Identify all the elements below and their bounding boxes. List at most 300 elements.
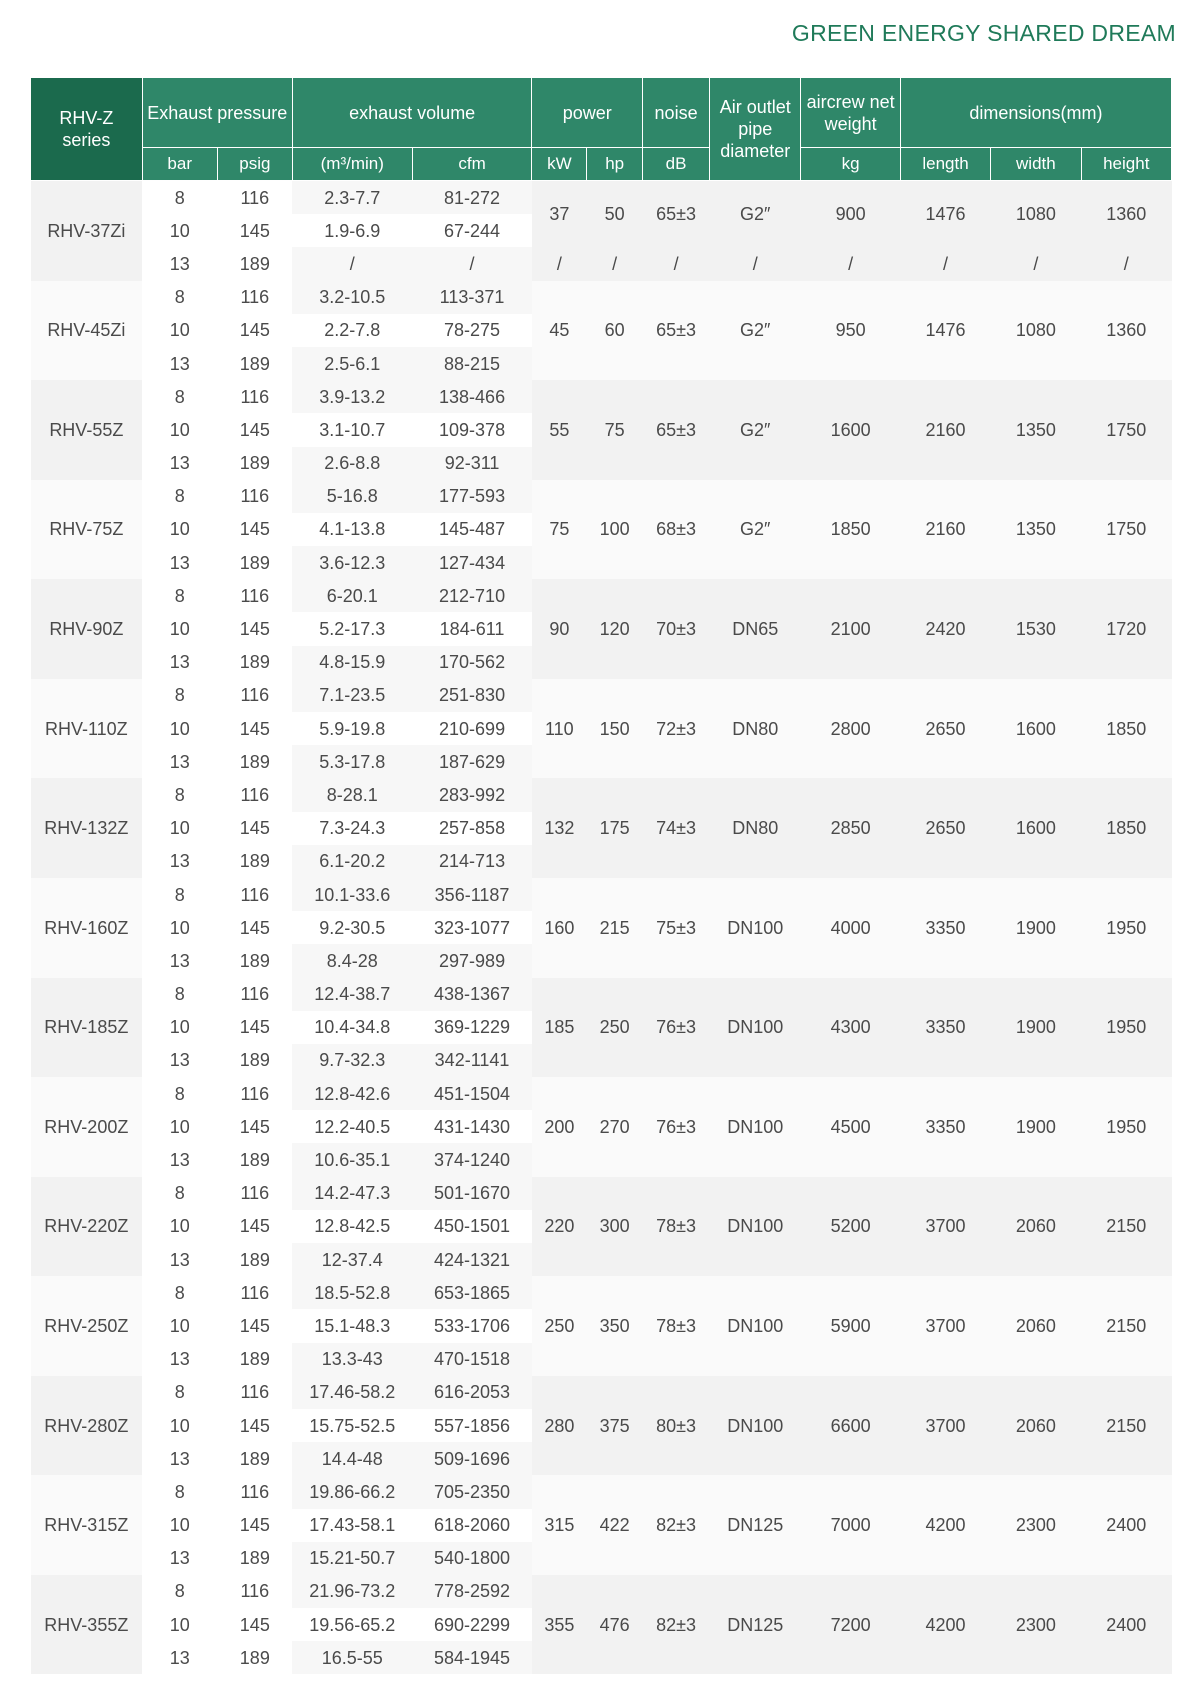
psig-cell: 145	[239, 1315, 270, 1336]
length-cell: 4200	[900, 1475, 990, 1575]
pipe-diameter-cell: DN125	[710, 1575, 801, 1675]
unit-kg: kg	[801, 148, 900, 181]
volume-cfm-cell: 184-611	[412, 612, 532, 645]
width-cell: 2060	[991, 1376, 1081, 1476]
noise-cell: 72±3	[643, 679, 710, 779]
width-cell: 1900	[991, 878, 1081, 978]
psig-cell: 145	[239, 419, 270, 440]
volume-cfm-cell: 109-378	[412, 413, 532, 446]
height-cell: 1750	[1081, 480, 1171, 580]
table-row	[31, 1376, 1172, 1409]
air-outlet-line3: diameter	[720, 141, 791, 161]
psig-cell: 189	[239, 353, 270, 374]
volume-m3-cell: 7.3-24.3	[292, 812, 412, 845]
model-name-cell: RHV-220Z	[31, 1177, 143, 1277]
pipe-diameter-cell: DN100	[710, 878, 801, 978]
volume-cfm-cell: /	[412, 247, 532, 280]
length-cell: 3700	[900, 1177, 990, 1277]
width-cell: 1600	[991, 778, 1081, 878]
volume-m3-cell: 4.8-15.9	[292, 646, 412, 679]
bar-cell: 8	[174, 1581, 185, 1602]
power-kw-cell: 37	[532, 181, 587, 248]
volume-m3-cell: 14.2-47.3	[292, 1177, 412, 1210]
volume-m3-cell: 15.1-48.3	[292, 1309, 412, 1342]
noise-cell: 80±3	[643, 1376, 710, 1476]
pipe-diameter-cell: G2″	[710, 181, 801, 248]
model-name-cell: RHV-37Zi	[31, 181, 143, 281]
length-cell: 3350	[900, 978, 990, 1078]
bar-cell: 10	[169, 1415, 190, 1436]
noise-header: noise	[643, 78, 710, 148]
power-hp-cell: 375	[587, 1376, 643, 1476]
volume-cfm-cell: 778-2592	[412, 1575, 532, 1608]
bar-cell: 10	[169, 718, 190, 739]
volume-m3-cell: 7.1-23.5	[292, 679, 412, 712]
model-name-cell: RHV-90Z	[31, 579, 143, 679]
noise-cell: 65±3	[643, 380, 710, 480]
psig-cell: 116	[240, 187, 270, 208]
noise-cell: 65±3	[643, 181, 710, 248]
volume-m3-cell: 6.1-20.2	[292, 845, 412, 878]
power-hp-cell: 150	[587, 679, 643, 779]
height-cell: 1360	[1081, 281, 1171, 381]
height-cell: 1750	[1081, 380, 1171, 480]
unit-cfm: cfm	[412, 148, 532, 181]
height-cell: 1360	[1081, 181, 1171, 248]
volume-cfm-cell: 451-1504	[412, 1077, 532, 1110]
bar-cell: 10	[169, 220, 190, 241]
height-cell: 2150	[1081, 1276, 1171, 1376]
volume-cfm-cell: 533-1706	[412, 1309, 532, 1342]
bar-cell: 13	[169, 652, 190, 673]
power-kw-cell: 355	[532, 1575, 587, 1675]
volume-cfm-cell: 323-1077	[412, 911, 532, 944]
exhaust-volume-header: exhaust volume	[292, 78, 532, 148]
volume-m3-cell: 15.21-50.7	[292, 1542, 412, 1575]
volume-m3-cell: 6-20.1	[292, 579, 412, 612]
volume-m3-cell: 3.9-13.2	[292, 380, 412, 413]
weight-cell: 900	[801, 181, 900, 248]
volume-m3-cell: 12.4-38.7	[292, 978, 412, 1011]
bar-cell: 8	[174, 1083, 185, 1104]
bar-cell: 10	[169, 619, 190, 640]
table-body	[31, 181, 1172, 1675]
volume-cfm-cell: 369-1229	[412, 1011, 532, 1044]
volume-cfm-cell: 705-2350	[412, 1475, 532, 1508]
height-cell: 2150	[1081, 1177, 1171, 1277]
psig-cell: 189	[239, 552, 270, 573]
pipe-diameter-cell: DN80	[710, 778, 801, 878]
height-cell: 1950	[1081, 1077, 1171, 1177]
weight-cell: /	[801, 247, 900, 280]
bar-cell: 13	[169, 851, 190, 872]
psig-cell: 145	[239, 220, 270, 241]
length-cell: 1476	[900, 181, 990, 248]
volume-cfm-cell: 127-434	[412, 546, 532, 579]
unit-kw: kW	[532, 148, 587, 181]
pipe-diameter-cell: DN125	[710, 1475, 801, 1575]
volume-cfm-cell: 113-371	[412, 281, 532, 314]
series-label-line1: RHV-Z	[59, 108, 114, 128]
height-cell: 1720	[1081, 579, 1171, 679]
volume-m3-cell: 18.5-52.8	[292, 1276, 412, 1309]
volume-cfm-cell: 438-1367	[412, 978, 532, 1011]
weight-cell: 2100	[801, 579, 900, 679]
psig-cell: 116	[240, 386, 270, 407]
psig-cell: 145	[239, 1216, 270, 1237]
psig-cell: 116	[240, 1282, 270, 1303]
weight-cell: 1600	[801, 380, 900, 480]
psig-cell: 145	[239, 1017, 270, 1038]
volume-m3-cell: 8.4-28	[292, 944, 412, 977]
bar-cell: 13	[169, 950, 190, 971]
bar-cell: 13	[169, 1349, 190, 1370]
pipe-diameter-cell: DN100	[710, 1077, 801, 1177]
psig-cell: 189	[239, 1050, 270, 1071]
psig-cell: 189	[239, 1349, 270, 1370]
weight-cell: 6600	[801, 1376, 900, 1476]
noise-cell: 70±3	[643, 579, 710, 679]
psig-cell: 145	[239, 519, 270, 540]
volume-cfm-cell: 374-1240	[412, 1143, 532, 1176]
bar-cell: 10	[169, 1614, 190, 1635]
power-hp-cell: 300	[587, 1177, 643, 1277]
volume-m3-cell: 14.4-48	[292, 1442, 412, 1475]
length-cell: 3350	[900, 1077, 990, 1177]
volume-m3-cell: 17.43-58.1	[292, 1509, 412, 1542]
power-header: power	[532, 78, 643, 148]
psig-cell: 145	[239, 1116, 270, 1137]
width-cell: 2300	[991, 1575, 1081, 1675]
psig-cell: 189	[239, 1448, 270, 1469]
weight-cell: 7000	[801, 1475, 900, 1575]
power-kw-cell: 75	[532, 480, 587, 580]
table-row	[31, 878, 1172, 911]
pipe-diameter-cell: G2″	[710, 281, 801, 381]
weight-header	[801, 78, 900, 148]
volume-m3-cell: 8-28.1	[292, 778, 412, 811]
volume-m3-cell: 2.6-8.8	[292, 447, 412, 480]
height-cell: 1850	[1081, 778, 1171, 878]
series-label-line2: series	[62, 130, 111, 150]
model-name-cell: RHV-55Z	[31, 380, 143, 480]
power-hp-cell: 75	[587, 380, 643, 480]
power-kw-cell: 250	[532, 1276, 587, 1376]
height-cell: 2150	[1081, 1376, 1171, 1476]
psig-cell: 116	[240, 486, 270, 507]
volume-m3-cell: 12-37.4	[292, 1243, 412, 1276]
psig-cell: 145	[239, 1614, 270, 1635]
weight-cell: 5200	[801, 1177, 900, 1277]
length-cell: 3700	[900, 1376, 990, 1476]
bar-cell: 8	[174, 884, 185, 905]
volume-cfm-cell: 78-275	[412, 314, 532, 347]
bar-cell: 8	[174, 585, 185, 606]
table-row	[31, 480, 1172, 513]
volume-cfm-cell: 470-1518	[412, 1343, 532, 1376]
height-cell: 2400	[1081, 1575, 1171, 1675]
power-kw-cell: 55	[532, 380, 587, 480]
power-kw-cell: 200	[532, 1077, 587, 1177]
pipe-diameter-cell: DN65	[710, 579, 801, 679]
bar-cell: 13	[169, 1647, 190, 1668]
power-hp-cell: /	[587, 247, 643, 280]
model-name-cell: RHV-132Z	[31, 778, 143, 878]
weight-cell: 4300	[801, 978, 900, 1078]
series-header	[31, 78, 143, 181]
bar-cell: 10	[169, 1116, 190, 1137]
unit-db: dB	[643, 148, 710, 181]
volume-cfm-cell: 145-487	[412, 513, 532, 546]
psig-cell: 189	[239, 1647, 270, 1668]
volume-cfm-cell: 356-1187	[412, 878, 532, 911]
pipe-diameter-cell: DN100	[710, 1276, 801, 1376]
power-hp-cell: 100	[587, 480, 643, 580]
volume-cfm-cell: 92-311	[412, 447, 532, 480]
bar-cell: 13	[169, 1050, 190, 1071]
bar-cell: 10	[169, 1515, 190, 1536]
bar-cell: 10	[169, 1017, 190, 1038]
weight-cell: 5900	[801, 1276, 900, 1376]
pipe-diameter-cell: DN100	[710, 978, 801, 1078]
weight-line1: aircrew net	[806, 91, 895, 112]
volume-cfm-cell: 450-1501	[412, 1210, 532, 1243]
power-kw-cell: 45	[532, 281, 587, 381]
volume-m3-cell: 2.3-7.7	[292, 181, 412, 215]
power-hp-cell: 215	[587, 878, 643, 978]
model-name-cell: RHV-160Z	[31, 878, 143, 978]
noise-cell: 76±3	[643, 978, 710, 1078]
air-outlet-header	[710, 78, 801, 181]
bar-cell: 13	[169, 1150, 190, 1171]
length-cell: 4200	[900, 1575, 990, 1675]
volume-cfm-cell: 88-215	[412, 347, 532, 380]
height-cell: 1950	[1081, 878, 1171, 978]
psig-cell: 145	[239, 917, 270, 938]
power-hp-cell: 422	[587, 1475, 643, 1575]
volume-m3-cell: 15.75-52.5	[292, 1409, 412, 1442]
table-row	[31, 1177, 1172, 1210]
psig-cell: 116	[240, 784, 270, 805]
noise-cell: 76±3	[643, 1077, 710, 1177]
length-cell: 1476	[900, 281, 990, 381]
model-name-cell: RHV-355Z	[31, 1575, 143, 1675]
weight-cell: 4500	[801, 1077, 900, 1177]
bar-cell: 8	[174, 386, 185, 407]
model-name-cell: RHV-250Z	[31, 1276, 143, 1376]
length-cell: 3700	[900, 1276, 990, 1376]
volume-m3-cell: 10.6-35.1	[292, 1143, 412, 1176]
table-row	[31, 978, 1172, 1011]
weight-cell: 2850	[801, 778, 900, 878]
power-kw-cell: 160	[532, 878, 587, 978]
length-cell: 2160	[900, 380, 990, 480]
power-kw-cell: 220	[532, 1177, 587, 1277]
weight-cell: 950	[801, 281, 900, 381]
unit-length: length	[900, 148, 990, 181]
pipe-diameter-cell: G2″	[710, 380, 801, 480]
volume-cfm-cell: 187-629	[412, 745, 532, 778]
width-cell: /	[991, 247, 1081, 280]
volume-m3-cell: 2.2-7.8	[292, 314, 412, 347]
model-name-cell: RHV-45Zi	[31, 281, 143, 381]
noise-cell: 82±3	[643, 1575, 710, 1675]
volume-cfm-cell: 509-1696	[412, 1442, 532, 1475]
table-row	[31, 1276, 1172, 1309]
psig-cell: 116	[240, 287, 270, 308]
table-row	[31, 778, 1172, 811]
height-cell: 1950	[1081, 978, 1171, 1078]
psig-cell: 189	[239, 652, 270, 673]
exhaust-pressure-header: Exhaust pressure	[142, 78, 292, 148]
volume-m3-cell: 19.56-65.2	[292, 1608, 412, 1641]
unit-height: height	[1081, 148, 1171, 181]
noise-cell: 68±3	[643, 480, 710, 580]
bar-cell: 13	[169, 751, 190, 772]
model-name-cell: RHV-315Z	[31, 1475, 143, 1575]
volume-cfm-cell: 653-1865	[412, 1276, 532, 1309]
weight-line2: weight	[824, 113, 877, 134]
weight-cell: 1850	[801, 480, 900, 580]
volume-cfm-cell: 210-699	[412, 712, 532, 745]
volume-m3-cell: 5.9-19.8	[292, 712, 412, 745]
bar-cell: 8	[174, 1183, 185, 1204]
power-hp-cell: 175	[587, 778, 643, 878]
height-cell: 2400	[1081, 1475, 1171, 1575]
bar-cell: 13	[169, 552, 190, 573]
volume-m3-cell: /	[292, 247, 412, 280]
volume-m3-cell: 5.3-17.8	[292, 745, 412, 778]
power-kw-cell: 110	[532, 679, 587, 779]
psig-cell: 189	[239, 253, 270, 274]
volume-cfm-cell: 584-1945	[412, 1641, 532, 1674]
length-cell: 2650	[900, 778, 990, 878]
power-hp-cell: 50	[587, 181, 643, 248]
volume-cfm-cell: 214-713	[412, 845, 532, 878]
volume-m3-cell: 16.5-55	[292, 1641, 412, 1674]
table-row	[31, 181, 1172, 215]
height-cell: /	[1081, 247, 1171, 280]
bar-cell: 8	[174, 287, 185, 308]
psig-cell: 189	[239, 751, 270, 772]
power-kw-cell: 185	[532, 978, 587, 1078]
width-cell: 1080	[991, 281, 1081, 381]
psig-cell: 145	[239, 1415, 270, 1436]
volume-cfm-cell: 431-1430	[412, 1110, 532, 1143]
volume-cfm-cell: 81-272	[412, 181, 532, 215]
bar-cell: 10	[169, 1315, 190, 1336]
volume-cfm-cell: 212-710	[412, 579, 532, 612]
volume-cfm-cell: 170-562	[412, 646, 532, 679]
noise-cell: 78±3	[643, 1177, 710, 1277]
psig-cell: 116	[240, 1382, 270, 1403]
table-row	[31, 1475, 1172, 1508]
table-row	[31, 281, 1172, 314]
psig-cell: 116	[240, 1481, 270, 1502]
psig-cell: 189	[239, 1548, 270, 1569]
psig-cell: 116	[240, 1083, 270, 1104]
model-name-cell: RHV-200Z	[31, 1077, 143, 1177]
bar-cell: 10	[169, 320, 190, 341]
volume-cfm-cell: 618-2060	[412, 1509, 532, 1542]
bar-cell: 13	[169, 453, 190, 474]
psig-cell: 189	[239, 1150, 270, 1171]
width-cell: 1600	[991, 679, 1081, 779]
pipe-diameter-cell: DN80	[710, 679, 801, 779]
bar-cell: 10	[169, 1216, 190, 1237]
psig-cell: 189	[239, 851, 270, 872]
bar-cell: 13	[169, 353, 190, 374]
model-name-cell: RHV-185Z	[31, 978, 143, 1078]
volume-m3-cell: 9.7-32.3	[292, 1044, 412, 1077]
volume-cfm-cell: 424-1321	[412, 1243, 532, 1276]
unit-bar: bar	[142, 148, 217, 181]
page-slogan: GREEN ENERGY SHARED DREAM	[791, 20, 1176, 46]
power-hp-cell: 476	[587, 1575, 643, 1675]
psig-cell: 116	[240, 884, 270, 905]
unit-m3min: (m³/min)	[292, 148, 412, 181]
bar-cell: 13	[169, 1448, 190, 1469]
volume-cfm-cell: 251-830	[412, 679, 532, 712]
volume-m3-cell: 17.46-58.2	[292, 1376, 412, 1409]
length-cell: /	[900, 247, 990, 280]
bar-cell: 8	[174, 486, 185, 507]
table-row	[31, 679, 1172, 712]
volume-cfm-cell: 690-2299	[412, 1608, 532, 1641]
air-outlet-line1: Air outlet	[719, 97, 791, 117]
noise-cell: 65±3	[643, 281, 710, 381]
psig-cell: 145	[239, 320, 270, 341]
volume-m3-cell: 1.9-6.9	[292, 214, 412, 247]
width-cell: 1350	[991, 380, 1081, 480]
length-cell: 3350	[900, 878, 990, 978]
volume-m3-cell: 3.2-10.5	[292, 281, 412, 314]
length-cell: 2650	[900, 679, 990, 779]
bar-cell: 8	[174, 1382, 185, 1403]
table-row	[31, 1077, 1172, 1110]
length-cell: 2160	[900, 480, 990, 580]
volume-m3-cell: 19.86-66.2	[292, 1475, 412, 1508]
power-hp-cell: 270	[587, 1077, 643, 1177]
volume-cfm-cell: 616-2053	[412, 1376, 532, 1409]
volume-cfm-cell: 342-1141	[412, 1044, 532, 1077]
power-hp-cell: 120	[587, 579, 643, 679]
bar-cell: 13	[169, 1548, 190, 1569]
bar-cell: 10	[169, 519, 190, 540]
bar-cell: 13	[169, 1249, 190, 1270]
width-cell: 1900	[991, 978, 1081, 1078]
volume-m3-cell: 21.96-73.2	[292, 1575, 412, 1608]
volume-m3-cell: 3.6-12.3	[292, 546, 412, 579]
psig-cell: 116	[240, 685, 270, 706]
bar-cell: 10	[169, 917, 190, 938]
height-cell: 1850	[1081, 679, 1171, 779]
volume-cfm-cell: 138-466	[412, 380, 532, 413]
volume-m3-cell: 12.2-40.5	[292, 1110, 412, 1143]
volume-m3-cell: 13.3-43	[292, 1343, 412, 1376]
psig-cell: 145	[239, 818, 270, 839]
volume-m3-cell: 10.4-34.8	[292, 1011, 412, 1044]
width-cell: 1530	[991, 579, 1081, 679]
bar-cell: 8	[174, 187, 185, 208]
power-hp-cell: 350	[587, 1276, 643, 1376]
power-hp-cell: 60	[587, 281, 643, 381]
psig-cell: 145	[239, 1515, 270, 1536]
bar-cell: 8	[174, 984, 185, 1005]
psig-cell: 145	[239, 718, 270, 739]
width-cell: 2060	[991, 1177, 1081, 1277]
table-row	[31, 247, 1172, 280]
